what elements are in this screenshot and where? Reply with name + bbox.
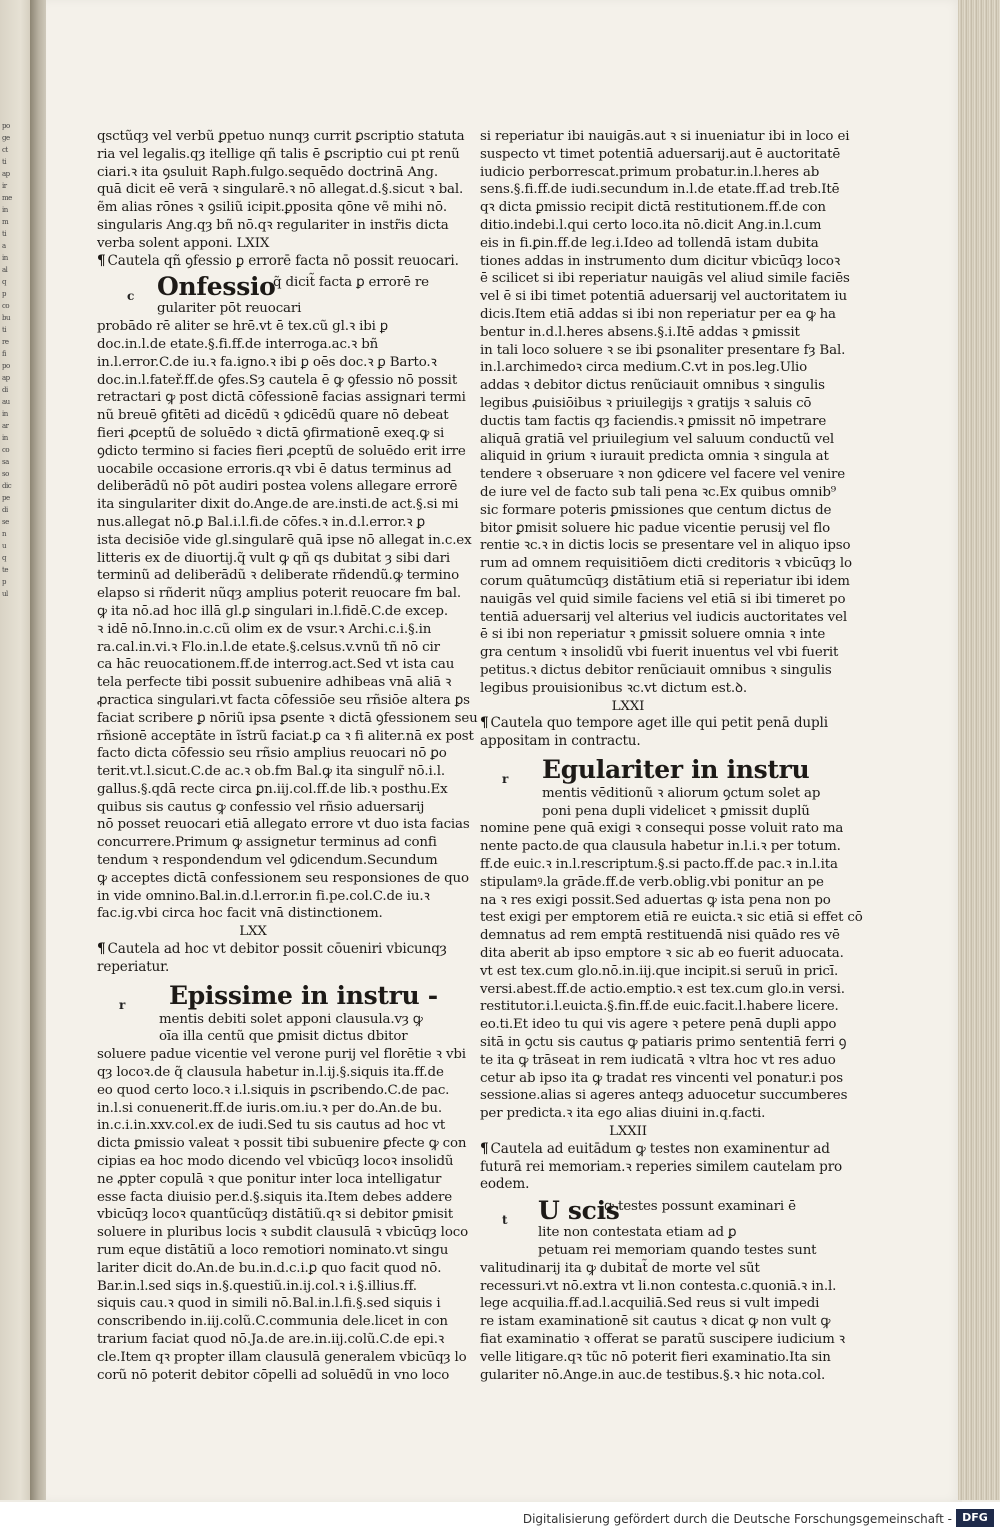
text-line: tela perfecte tibi possit subuenire adhibeas vnā aliā ꝛ xyxy=(97,675,452,691)
text-line: vbicūqȝ locoꝛ quantũcũqȝ distātiũ.qꝛ si debitor ꝑmisit xyxy=(97,1207,453,1223)
text-line: fac.ig.vbi circa hoc facit vnā distinctionem. xyxy=(97,906,383,922)
digitization-credit: Digitalisierung gefördert durch die Deutsche Forschungsgemeinschaft - xyxy=(522,1512,952,1526)
text-line: concurrere.Primum ꝙ assignetur terminus ad confi xyxy=(97,835,437,851)
text-line: tentiā aduersarij vel alterius vel iudicis auctoritates vel xyxy=(480,609,847,625)
rubric-71-text-1: Cautela quo tempore aget ille qui petit penā dupli xyxy=(490,715,828,732)
guide-letter-70: r xyxy=(119,997,126,1012)
text-line: demnatus ad rem emptā restituendā nisi quādo res vē xyxy=(480,928,840,944)
text-line: mentis vēditionũ ꝛ aliorum ꝯctum solet ap xyxy=(542,785,821,801)
sliver-fragment: pe xyxy=(2,494,10,502)
initial-row-70 xyxy=(97,980,438,1012)
text-line: ff.de euic.ꝛ in.l.rescriptum.§.si pacto.ff.de pac.ꝛ in.l.ita xyxy=(480,857,838,873)
guide-letter-71: r xyxy=(502,771,509,786)
dfg-logo: DFG xyxy=(956,1509,994,1527)
text-line: ẽm alias rōnes ꝛ ꝯsiliũ icipit.ꝑposita qōne vẽ mihi nō. xyxy=(97,200,447,216)
text-line: rñsionē acceptāte in ĩstrũ faciat.ꝑ ca ꝛ fi aliter.nā ex post xyxy=(97,728,474,744)
left-paragraph-1 xyxy=(97,128,465,253)
sliver-fragment: p xyxy=(2,578,6,586)
text-line: esse facta diuisio per.d.§.siquis ita.Item debes addere xyxy=(97,1189,453,1205)
text-line: dicta ꝑmissio valeat ꝛ possit tibi subuenire ꝑfecte ꝙ con xyxy=(97,1136,467,1152)
text-line: aliquā gratiā vel priuilegium vel saluum conductũ vel xyxy=(480,431,835,447)
sliver-fragment: ul xyxy=(2,590,8,598)
text-line: quā dicit eē verā ꝛ singularē.ꝛ nō allegat.d.§.sicut ꝛ bal. xyxy=(97,182,464,198)
text-line: ciari.ꝛ ita ꝯsuluit Raph.fulgo.sequēdo doctrinā Ang. xyxy=(97,164,438,180)
text-line: in.l.si conuenerit.ff.de iuris.om.iu.ꝛ per do.An.de bu. xyxy=(97,1100,442,1116)
text-line: stipulamꝰ.la grāde.ff.de verb.oblig.vbi ponitur an pe xyxy=(480,874,824,890)
text-line: test exigi per emptorem etiā re euicta.ꝛ sic etiā si effet cō xyxy=(480,910,863,926)
previous-page-text xyxy=(2,120,18,600)
text-line: lariter dicit do.An.de bu.in.d.c.i.ꝑ quo facit quod nō. xyxy=(97,1260,442,1276)
guide-letter-72: t xyxy=(502,1213,508,1228)
rubric-70-line-1 xyxy=(97,941,447,959)
paragraph-mark-icon: ¶ xyxy=(480,1140,489,1157)
text-line: gulariter nō.Ange.in auc.de testibus.§.ꝛ hic nota.col. xyxy=(480,1367,826,1383)
sliver-fragment: po xyxy=(2,362,10,370)
text-line: nente pacto.de qua clausula habetur in.l.i.ꝛ per totum. xyxy=(480,839,841,855)
text-line: poni pena dupli videlicet ꝛ ꝑmissit duplũ xyxy=(542,803,810,819)
text-line: tendere ꝛ obseruare ꝛ non ꝯdicere vel facere vel venire xyxy=(480,467,845,483)
sliver-fragment: ti xyxy=(2,326,7,334)
sliver-fragment: se xyxy=(2,518,9,526)
left-column xyxy=(97,128,478,1384)
text-line: qȝ locoꝛ.de q̃ clausula habetur in.l.ij.§.siquis ita.ff.de xyxy=(97,1065,444,1081)
text-line: aliquid in ꝯrium ꝛ iurauit predicta omnia ꝛ singula at xyxy=(480,449,829,465)
text-line: nō posset reuocari etiā allegato errore vt duo ista facias xyxy=(97,817,470,833)
sliver-fragment: co xyxy=(2,446,10,454)
initial-row-72 xyxy=(480,1196,796,1228)
text-line: legibus prouisionibus ꝛc.vt dictum est.ꝺ. xyxy=(480,680,747,696)
text-line: terminũ ad deliberādũ ꝛ deliberate rñdendũ.ꝙ termino xyxy=(97,568,459,584)
text-line: quibus sis cautus ꝙ confessio vel rñsio aduersarij xyxy=(97,799,425,815)
text-line: in tali loco soluere ꝛ se ibi ꝑsonaliter presentare fȝ Bal. xyxy=(480,342,846,358)
rubric-72-text-1: Cautela ad euitādum ꝙ testes non examinentur ad xyxy=(490,1140,830,1157)
text-line: de iure vel de facto sub tali pena ꝛc.Ex quibus omnib⁹ xyxy=(480,484,837,500)
text-line: soluere padue vicentie vel verone purij vel florētie ꝛ vbi xyxy=(97,1047,466,1063)
text-line: vt est tex.cum glo.nō.in.iij.que incipit.si seruũ in pricī. xyxy=(480,963,839,979)
sliver-fragment: ap xyxy=(2,374,10,382)
text-line: lege acquilia.ff.ad.l.acquiliā.Sed reus si vult impedi xyxy=(480,1296,820,1312)
text-line: doc.in.l.de etate.§.fi.ff.de interroga.ac.ꝛ bñ xyxy=(97,336,379,352)
sliver-fragment: u xyxy=(2,542,7,550)
sliver-fragment: a xyxy=(2,242,6,250)
rubric-72-line-3: eodem. xyxy=(480,1176,530,1193)
text-line: uocabile occasione erroris.qꝛ vbi ē datus terminus ad xyxy=(97,461,452,477)
text-line: eo.ti.Et ideo tu qui vis agere ꝛ petere penā dupli appo xyxy=(480,1017,837,1033)
text-line: nauigās vel quid simile faciens vel etiā si ibi timeret po xyxy=(480,591,846,607)
sliver-fragment: al xyxy=(2,266,8,274)
paragraph-mark-icon: ¶ xyxy=(97,941,106,958)
text-line: bitor ꝑmisit soluere hic padue vicentie perusij vel flo xyxy=(480,520,831,536)
left-paragraph-2 xyxy=(97,300,478,923)
text-line: restitutor.i.l.euicta.§.fin.ff.de euic.facit.l.habere licere. xyxy=(480,999,839,1015)
text-line: gulariter pōt reuocari xyxy=(157,301,302,317)
text-line: lite non contestata etiam ad ꝑ xyxy=(538,1225,737,1241)
text-line: ca hāc reuocationem.ff.de interrog.act.Sed vt ista cau xyxy=(97,657,455,673)
text-line: oīa illa centũ que ꝑmisit dictus dbitor xyxy=(159,1029,408,1045)
text-line: tiones addas in instrumento dum dicitur vbicūqȝ locoꝛ xyxy=(480,253,841,269)
text-line: nomine pene quā exigi ꝛ consequi posse voluit rato ma xyxy=(480,821,844,837)
sliver-fragment: po xyxy=(2,122,10,130)
chapter-number-71: LXXI xyxy=(611,698,645,714)
text-line: dicis.Item etiā addas si ibi non reperiatur per ea ꝙ ha xyxy=(480,306,836,322)
text-line: in.l.error.C.de iu.ꝛ fa.igno.ꝛ ibi ꝑ oēs doc.ꝛ ꝑ Barto.ꝛ xyxy=(97,354,437,370)
text-line: in.c.i.in.xxv.col.ex de iudi.Sed tu sis cautus ad hoc vt xyxy=(97,1118,446,1134)
text-line: ra.cal.in.vi.ꝛ Flo.in.l.de etate.§.celsus.v.vnũ tñ nō cir xyxy=(97,639,440,655)
text-line: gallus.§.qdā recte circa ꝑn.iij.col.ff.de lib.ꝛ posthu.Ex xyxy=(97,781,448,797)
sliver-fragment: au xyxy=(2,398,10,406)
initial-word-70: Epissime in instru - xyxy=(169,980,438,1010)
text-line: ē scilicet si ibi reperiatur nauigās vel aliud simile faciēs xyxy=(480,271,850,287)
text-line: dita aberit ab ipso emptore ꝛ sic ab eo fuerit aduocata. xyxy=(480,946,844,962)
sliver-fragment: me xyxy=(2,194,12,202)
initial-word-72: U scis xyxy=(538,1196,620,1226)
paragraph-mark-icon: ¶ xyxy=(480,715,489,732)
sliver-fragment: ge xyxy=(2,134,10,142)
text-line: conscribendo in.iij.colũ.C.communia dele.licet in con xyxy=(97,1314,448,1330)
right-paragraph-1 xyxy=(480,128,852,698)
rubric-69-text: Cautela qñ ꝯfessio ꝑ errorē facta nō possit reuocari. xyxy=(107,252,459,269)
sliver-fragment: in xyxy=(2,434,8,442)
text-line: mentis debiti solet apponi clausula.vȝ ꝙ xyxy=(159,1011,423,1027)
text-line: qsctũqȝ vel verbũ ꝑpetuo nunqȝ currit ꝑscriptio statuta xyxy=(97,129,465,144)
text-line: verba solent apponi. LXIX xyxy=(97,235,270,251)
page-edges xyxy=(958,0,1000,1500)
text-line: bentur in.d.l.heres absens.§.i.Itē addas ꝛ ꝑmissit xyxy=(480,324,800,340)
sliver-fragment: q xyxy=(2,278,6,286)
sliver-fragment: di xyxy=(2,506,8,514)
text-line: nũ breuē ꝯfitēti ad dicēdũ ꝛ ꝯdicēdũ quare nō debeat xyxy=(97,408,449,424)
text-line: petitus.ꝛ dictus debitor renũciauit omnibus ꝛ singulis xyxy=(480,662,832,678)
text-line: rentie ꝛc.ꝛ in dictis locis se presentare vel in aliquo ipso xyxy=(480,538,851,554)
sliver-fragment: ar xyxy=(2,422,9,430)
text-line: rum eque distātiũ a loco remotiori nominato.vt singu xyxy=(97,1243,449,1259)
previous-page-sliver xyxy=(0,0,34,1500)
text-line: valitudinarij ita ꝙ dubitat̃ de morte vel sũt xyxy=(480,1260,760,1276)
text-line: eis in fi.ꝑin.ff.de leg.i.Ideo ad tollendā istam dubita xyxy=(480,235,819,251)
chapter-number-72: LXXII xyxy=(609,1124,647,1140)
text-line: fiat examinatio ꝛ offerat se paratũ suscipere iudicium ꝛ xyxy=(480,1332,845,1347)
text-line: cle.Item qꝛ propter illam clausulā generalem vbicūqȝ lo xyxy=(97,1349,467,1365)
text-line: qꝛ dicta ꝑmissio recipit dictā restitutionem.ff.de con xyxy=(480,200,826,216)
text-line: tendum ꝛ respondendum vel ꝯdicendum.Secundum xyxy=(97,853,438,869)
initial-rest-69: q̃ dicit̃ facta ꝑ errorē re xyxy=(273,275,429,291)
text-line: eo quod certo loco.ꝛ i.l.siquis in ꝑscribendo.C.de pac. xyxy=(97,1082,450,1098)
text-line: Bar.in.l.sed siqs in.§.questiũ.in.ij.col.ꝛ i.§.illius.ff. xyxy=(97,1278,417,1294)
sliver-fragment: m xyxy=(2,218,9,226)
text-line: te ita ꝙ trāseat in rem iudicatā ꝛ vltra hoc vt res aduo xyxy=(480,1052,836,1068)
text-line: litteris ex de diuortij.q̃ vult ꝙ qñ qs dubitat ȝ sibi dari xyxy=(97,550,451,566)
text-line: velle litigare.qꝛ tũc nō poterit fieri examinatio.Ita sin xyxy=(480,1349,831,1365)
initial-word-71: Egulariter in instru xyxy=(542,754,810,784)
text-line: versi.abest.ff.de actio.emptio.ꝛ est tex.cum glo.in versi. xyxy=(480,981,845,997)
text-line: legibus ꝓuisiōibus ꝛ priuilegijs ꝛ gratijs ꝛ saluis cō xyxy=(480,395,812,411)
sliver-fragment: ap xyxy=(2,170,10,178)
text-line: terit.vt.l.sicut.C.de ac.ꝛ ob.fm Bal.ꝙ ita singulr̃ nō.i.l. xyxy=(97,764,446,780)
right-column xyxy=(480,128,863,1384)
sliver-fragment: fi xyxy=(2,350,6,358)
text-line: addas ꝛ debitor dictus renũciauit omnibus ꝛ singulis xyxy=(480,378,825,394)
text-line: corum quātumcūqȝ distātium etiā si reperiatur ibi idem xyxy=(480,573,850,589)
text-line: ꝛ idē nō.Inno.in.c.cũ olim ex de vsur.ꝛ Archi.c.i.§.in xyxy=(97,621,432,637)
sliver-fragment: in xyxy=(2,254,8,262)
text-line: ita singulariter dixit do.Ange.de are.insti.de act.§.si mi xyxy=(97,497,459,513)
text-line: probādo rē aliter se hrē.vt ē tex.cũ gl.ꝛ ibi ꝑ xyxy=(97,319,389,335)
text-line: ditio.indebi.l.qui certo loco.ita nō.dicit Ang.in.l.cum xyxy=(480,217,822,233)
text-line: fieri ꝓceptũ de soluēdo ꝛ dictā ꝯfirmationē exeq.ꝙ si xyxy=(97,425,445,441)
text-line: ria vel legalis.qȝ itellige qñ talis ē ꝑscriptio cui pt renũ xyxy=(97,146,460,162)
left-paragraph-3 xyxy=(97,1011,468,1385)
text-line: in vide omnino.Bal.in.d.l.error.in fi.pe.col.C.de iu.ꝛ xyxy=(97,888,430,904)
right-paragraph-2 xyxy=(480,785,863,1123)
text-line: cetur ab ipso ita ꝙ tradat res vincenti vel ponatur.i pos xyxy=(480,1070,843,1086)
text-line: petuam rei memoriam quando testes sunt xyxy=(538,1243,817,1259)
rubric-69 xyxy=(97,252,459,271)
sliver-fragment: co xyxy=(2,302,10,310)
text-line: deliberādũ nō pōt audiri postea volens allegare errorē xyxy=(97,479,458,495)
text-line: per predicta.ꝛ ita ego alias diuini in.q.facti. xyxy=(480,1106,766,1122)
sliver-fragment: sa xyxy=(2,458,9,466)
sliver-fragment: ti xyxy=(2,158,7,166)
sliver-fragment: n xyxy=(2,530,7,538)
right-paragraph-3 xyxy=(480,1224,845,1384)
rubric-72-line-1 xyxy=(480,1140,830,1159)
sliver-fragment: re xyxy=(2,338,9,346)
text-line: re istam examinationē sit cautus ꝛ dicat ꝙ non vult ꝙ xyxy=(480,1314,831,1330)
sliver-fragment: di xyxy=(2,386,8,394)
text-line: ne ꝓpter copulā ꝛ que ponitur inter loca intelligatur xyxy=(97,1171,442,1187)
text-line: ꝓractica singulari.vt facta cōfessiōe seu rñsiōe altera ꝑs xyxy=(97,692,470,708)
sliver-fragment: ir xyxy=(2,182,7,190)
text-line: ductis tam factis qȝ faciendis.ꝛ ꝑmissit nō impetrare xyxy=(480,413,827,429)
text-line: gra centum ꝛ insolidũ vbi fuerit inuentus vel vbi fuerit xyxy=(480,645,839,661)
sliver-fragment: q xyxy=(2,554,6,562)
initial-word-69: Onfessio xyxy=(157,272,276,302)
sliver-fragment: in xyxy=(2,206,8,214)
text-line: faciat scribere ꝑ nōriũ ipsa ꝑsente ꝛ dictā ꝯfessionem seu xyxy=(97,710,478,726)
text-line: soluere in pluribus locis ꝛ subdit clausulā ꝛ vbicūqȝ loco xyxy=(97,1225,468,1241)
text-line: sens.§.fi.ff.de iudi.secundum in.l.de etate.ff.ad treb.Itē xyxy=(480,182,840,198)
rubric-70-text-1: Cautela ad hoc vt debitor possit cōueniri vbicunqȝ xyxy=(107,941,447,958)
text-line: recessuri.vt nō.extra vt li.non contesta.c.quoniā.ꝛ in.l. xyxy=(480,1278,837,1294)
text-line: retractari ꝙ post dictā cōfessionē facias assignari termi xyxy=(97,390,466,406)
text-line: vel ē si ibi timet potentiā aduersarij vel auctoritatem iu xyxy=(480,289,847,305)
text-line: singularis Ang.qȝ bñ nō.qꝛ regulariter in instr̃is dicta xyxy=(97,217,449,233)
text-line: ꝯdicto termino si facies fieri ꝓceptũ de soluēdo erit irre xyxy=(97,443,466,459)
sliver-fragment: p xyxy=(2,290,6,298)
paragraph-mark-icon: ¶ xyxy=(97,252,106,269)
rubric-71-line-1 xyxy=(480,715,828,733)
text-line: siquis cau.ꝛ quod in simili nō.Bal.in.l.fi.§.sed siquis i xyxy=(97,1296,441,1312)
chapter-number-70: LXX xyxy=(239,924,267,940)
sliver-fragment: te xyxy=(2,566,8,574)
text-line: corũ nō poterit debitor cōpelli ad soluēdũ in vno loco xyxy=(97,1367,450,1383)
text-line: na ꝛ res exigi possit.Sed aduertas ꝙ ista pena non po xyxy=(480,892,831,908)
initial-row-69 xyxy=(97,272,429,304)
text-line: doc.in.l.fateř.ff.de ꝯfes.Sȝ cautela ē ꝙ ꝯfessio nō possit xyxy=(97,372,458,388)
text-line: facto dicta cōfessio seu rñsio amplius reuocari nō ꝑo xyxy=(97,746,447,762)
initial-rest-72: ꝙ testes possunt examinari ē xyxy=(604,1199,796,1215)
text-line: sitā in ꝯctu sis cautus ꝙ patiaris primo sententiā ferri ꝯ xyxy=(480,1035,847,1051)
initial-row-71 xyxy=(480,754,810,786)
text-line: sessione.alias si ageres anteqȝ aduocetur succumberes xyxy=(480,1088,848,1104)
text-line: elapso si rñderit nũqȝ amplius poterit reuocare fm bal. xyxy=(97,586,461,602)
text-line: rum ad omnem requisitiōem dicti creditoris ꝛ vbicūqȝ lo xyxy=(480,556,852,572)
text-line: iudicio perborrescat.primum probatur.in.l.heres ab xyxy=(480,164,820,180)
text-line: sic formare poteris ꝑmissiones que centum dictus de xyxy=(480,502,832,518)
text-line: ꝙ acceptes dictā confessionem seu responsiones de quo xyxy=(97,870,469,886)
rubric-71-line-2: appositam in contractu. xyxy=(480,733,641,750)
text-line: in.l.archimedoꝛ circa medium.C.vt in pos.leg.Ulio xyxy=(480,360,808,376)
rubric-72-line-2: futurā rei memoriam.ꝛ reperies similem cautelam pro xyxy=(480,1158,843,1175)
text-line: trarium faciat quod nō.Ja.de are.in.iij.colũ.C.de epi.ꝛ xyxy=(97,1332,445,1347)
rubric-70-line-2: reperiatur. xyxy=(97,958,170,975)
sliver-fragment: dic xyxy=(2,482,12,490)
text-line: si reperiatur ibi nauigās.aut ꝛ si inueniatur ibi in loco ei xyxy=(480,129,850,144)
text-line: ista decisiōe vide gl.singularē quā ipse nō allegat in.c.ex xyxy=(97,532,472,548)
text-line: ꝙ ita nō.ad hoc illā gl.ꝑ singulari in.l.fidē.C.de excep. xyxy=(97,603,448,619)
text-line: suspecto vt timet potentiā aduersarij.aut ē auctoritatē xyxy=(480,146,841,162)
text-line: cipias ea hoc modo dicendo vel vbicūqȝ locoꝛ insolidũ xyxy=(97,1154,454,1170)
sliver-fragment: ti xyxy=(2,230,7,238)
text-line: nus.allegat nō.ꝑ Bal.i.l.fi.de cōfes.ꝛ in.d.l.error.ꝛ ꝑ xyxy=(97,514,425,530)
guide-letter-69: c xyxy=(127,289,135,304)
sliver-fragment: so xyxy=(2,470,9,478)
sliver-fragment: ct xyxy=(2,146,8,154)
sliver-fragment: bu xyxy=(2,314,10,322)
text-line: ē si ibi non reperiatur ꝛ ꝑmissit soluere omnia ꝛ inte xyxy=(480,627,826,643)
sliver-fragment: in xyxy=(2,410,8,418)
